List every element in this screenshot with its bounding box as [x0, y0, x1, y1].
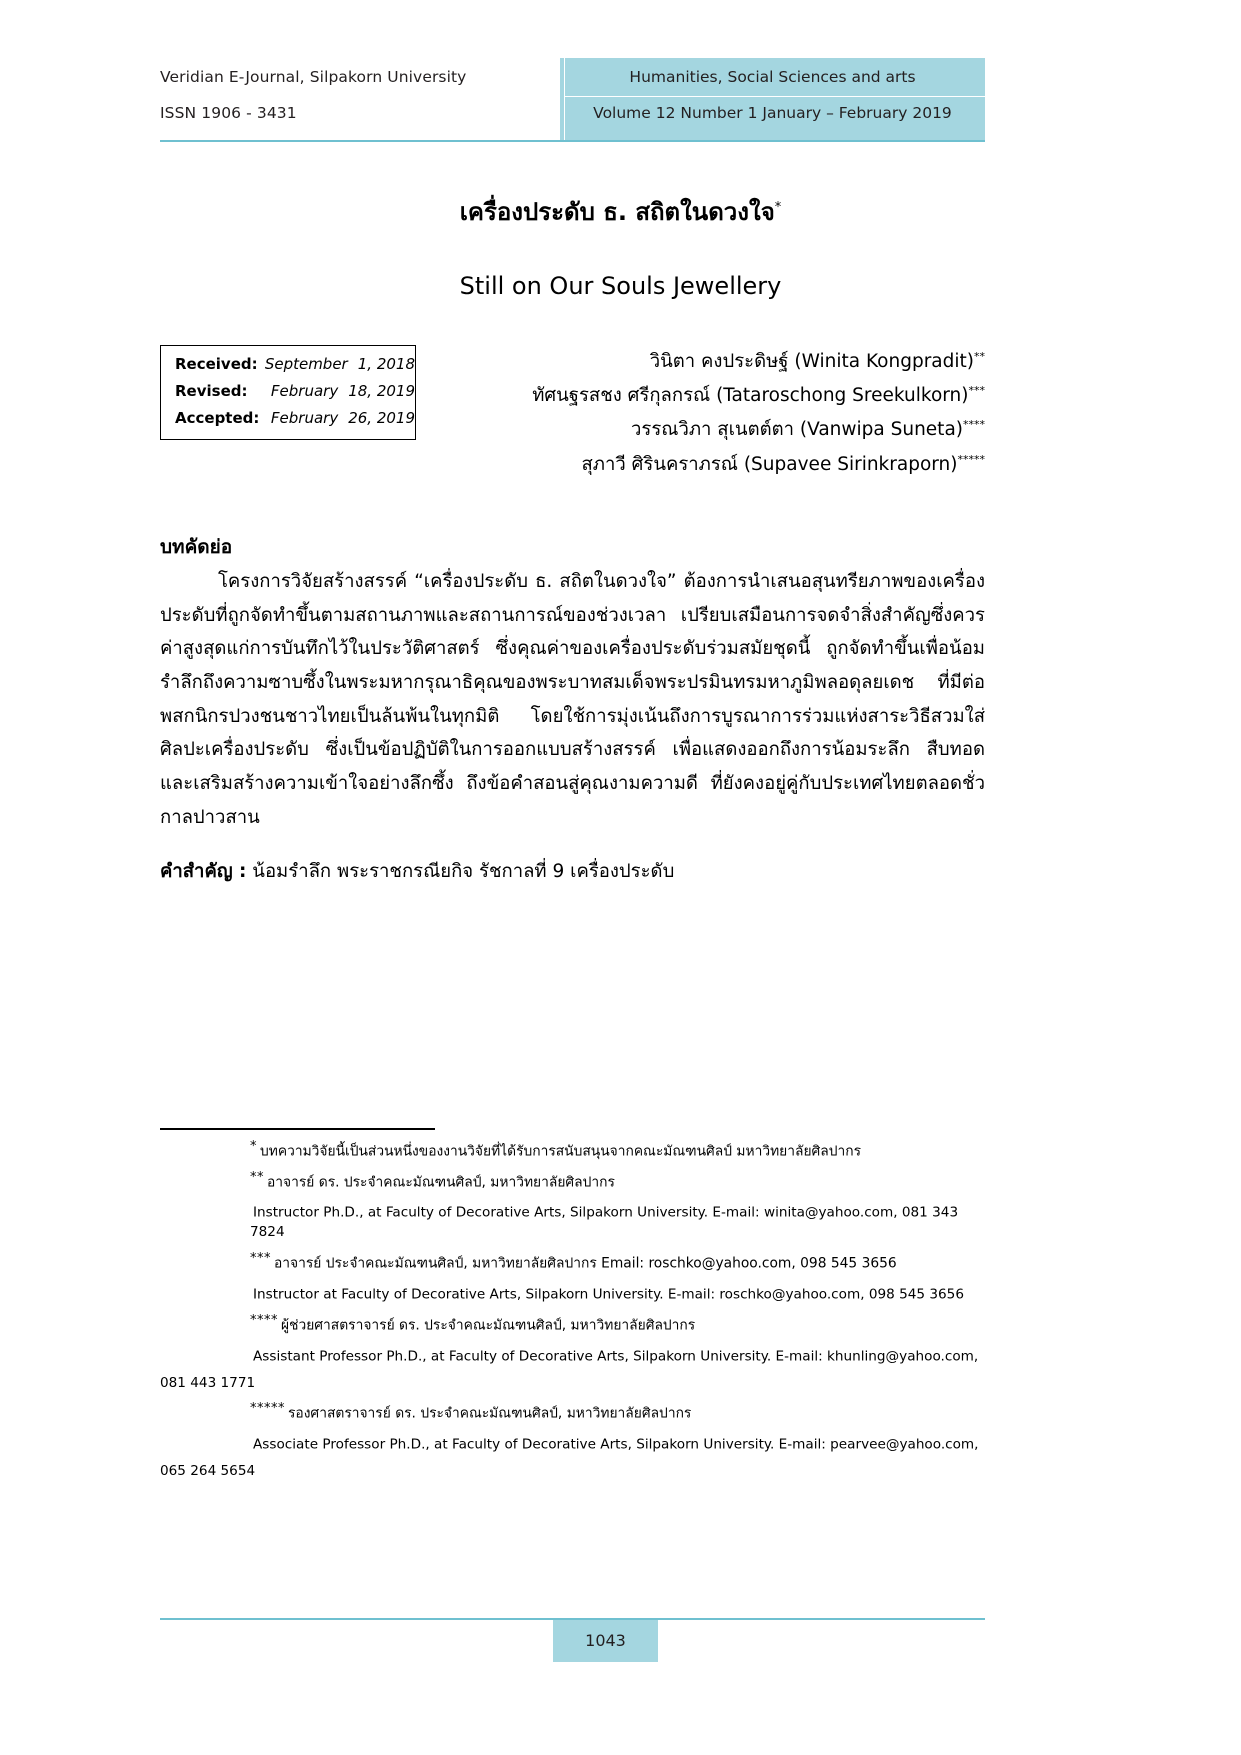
page-title-thai — [0, 192, 1241, 231]
page-title-thai-text: เครื่องประดับ ธ. สถิตในดวงใจ — [459, 198, 775, 226]
author-1-name: วินิตา คงประดิษฐ์ (Winita Kongpradit) — [649, 351, 974, 372]
journal-issn: ISSN 1906 - 3431 — [160, 104, 297, 122]
footnote-text: Instructor at Faculty of Decorative Arts, Silpakorn University. E-mail: roschko@yahoo.com, 098 545 3656 — [253, 1286, 964, 1303]
footnote-marker: ***** — [250, 1401, 285, 1417]
page-title-footnote-marker: * — [774, 200, 782, 215]
date-month-received: September — [264, 355, 348, 373]
abstract-heading: บทคัดย่อ — [160, 536, 233, 558]
author-list — [265, 345, 985, 482]
author-1-marker: ** — [974, 349, 985, 363]
journal-name: Veridian E-Journal, Silpakorn University — [160, 68, 467, 86]
author-3-name: วรรณวิภา สุเนตต์ตา (Vanwipa Suneta) — [631, 419, 963, 441]
author-4-name: สุภาวี ศิรินคราภรณ์ (Supavee Sirinkraporn) — [581, 453, 958, 475]
footnote-text: Associate Professor Ph.D., at Faculty of Decorative Arts, Silpakorn University. E-mail: pearvee@yahoo.com, — [253, 1436, 979, 1453]
footnote-item — [160, 1431, 985, 1455]
footnote-text: 081 443 1771 — [160, 1374, 256, 1391]
abstract-body — [160, 565, 985, 834]
footnote-text: 065 264 5654 — [160, 1463, 256, 1480]
footnote-item — [160, 1343, 985, 1367]
author-2 — [265, 379, 985, 413]
header-rule — [160, 140, 985, 142]
header-right-band — [560, 58, 985, 140]
footnote-separator — [160, 1128, 435, 1130]
footnote-text: บทความวิจัยนี้เป็นส่วนหนึ่งของงานวิจัยที่ได้รับการสนับสนุนจากคณะมัณฑนศิลป์ มหาวิทยาลัยศิลปากร — [260, 1143, 862, 1160]
footnote-item-continuation — [160, 1374, 985, 1394]
footnote-text: อาจารย์ ประจำคณะมัณฑนศิลป์, มหาวิทยาลัยศิลปากร Email: roschko@yahoo.com, 098 545 3656 — [274, 1255, 897, 1272]
date-day-received: 1, 2018 — [357, 355, 415, 373]
journal-issue: Volume 12 Number 1 January – February 2019 — [593, 104, 952, 122]
header-left-block — [160, 58, 560, 140]
journal-section: Humanities, Social Sciences and arts — [629, 68, 916, 86]
footnote-item — [160, 1199, 985, 1243]
keywords-label: คำสำคัญ : — [160, 861, 247, 882]
footnote-text: Instructor Ph.D., at Faculty of Decorative Arts, Silpakorn University. E-mail: winita@yahoo.com, 081 343 7824 — [250, 1204, 959, 1241]
keywords-value: น้อมรำลึก พระราชกรณียกิจ รัชกาลที่ 9 เครื่องประดับ — [246, 861, 675, 882]
footnote-text: ผู้ช่วยศาสตราจารย์ ดร. ประจำคณะมัณฑนศิลป์, มหาวิทยาลัยศิลปากร — [281, 1317, 696, 1334]
footnote-marker: * — [250, 1139, 257, 1154]
footnote-marker: *** — [250, 1251, 271, 1267]
footnote-item — [160, 1250, 985, 1274]
keywords-line — [160, 856, 985, 887]
date-month-revised: February — [270, 382, 339, 400]
footnote-item-continuation — [160, 1462, 985, 1482]
author-3 — [265, 413, 985, 447]
header-band-divider — [564, 96, 985, 97]
abstract-paragraph: โครงการวิจัยสร้างสรรค์ “เครื่องประดับ ธ. สถิตในดวงใจ” ต้องการนำเสนอสุนทรียภาพของเครื่องประดับที่ถูกจัดทำขึ้นตามสถานภาพและสถานการณ์ของช่วงเวลา เปรียบเสมือนการจดจำสิ่งสำคัญซึ่งควรค่าสูงสุดแก่การบันทึกไว้ในประวัติศาสตร์ ซึ่งคุณค่าของเครื่องประดับร่วมสมัยชุดนี้ ถูกจัดทำขึ้นเพื่อน้อมรำลึกถึงความซาบซึ้งในพระมหากรุณาธิคุณของพระบาทสมเด็จพระปรมินทรมหาภูมิพลอดุลยเดช ที่มีต่อพสกนิกรปวงชนชาวไทยเป็นล้นพ้นในทุกมิติ โดยใช้การมุ่งเน้นถึงการบูรณาการร่วมแห่งสาระวิธีสวมใส่ศิลปะเครื่องประดับ ซึ่งเป็นข้อปฏิบัติในการออกแบบสร้างสรรค์ เพื่อแสดงออกถึงการน้อมระลึก สืบทอดและเสริมสร้างความเข้าใจอย่างลึกซึ้ง ถึงข้อคำสอนสู่คุณงามความดี ที่ยังคงอยู่คู่กับประเทศไทยตลอดชั่วกาลปาวสาน — [160, 571, 985, 828]
date-label-received: Received: — [175, 355, 258, 373]
author-1 — [265, 345, 985, 379]
page-title-english: Still on Our Souls Jewellery — [459, 272, 782, 300]
author-2-name: ทัศนฐรสชง ศรีกุลกรณ์ (Tataroschong Sreekulkorn) — [532, 385, 969, 407]
footnote-item — [160, 1138, 985, 1162]
date-day-accepted: 26, 2019 — [348, 409, 415, 427]
footnote-text: อาจารย์ ดร. ประจำคณะมัณฑนศิลป์, มหาวิทยาลัยศิลปากร — [267, 1174, 615, 1191]
date-month-accepted: February — [270, 409, 339, 427]
date-day-revised: 18, 2019 — [348, 382, 415, 400]
footnote-item — [160, 1312, 985, 1336]
page-number-badge: 1043 — [553, 1620, 658, 1662]
author-4-marker: ***** — [957, 452, 985, 466]
date-label-accepted: Accepted: — [175, 409, 260, 427]
footnote-item — [160, 1281, 985, 1305]
author-3-marker: **** — [963, 418, 985, 432]
footnote-marker: ** — [250, 1169, 264, 1185]
footnote-item — [160, 1400, 985, 1424]
footnote-list — [160, 1138, 985, 1489]
footnote-text: Assistant Professor Ph.D., at Faculty of Decorative Arts, Silpakorn University. E-mail: khunling@yahoo.com, — [253, 1348, 979, 1365]
footnote-text: รองศาสตราจารย์ ดร. ประจำคณะมัณฑนศิลป์, มหาวิทยาลัยศิลปากร — [288, 1406, 692, 1423]
page-header — [160, 58, 985, 140]
footnote-marker: **** — [250, 1312, 278, 1328]
date-label-revised: Revised: — [175, 382, 248, 400]
footnote-item — [160, 1169, 985, 1193]
author-4 — [265, 448, 985, 482]
author-2-marker: *** — [968, 384, 985, 398]
